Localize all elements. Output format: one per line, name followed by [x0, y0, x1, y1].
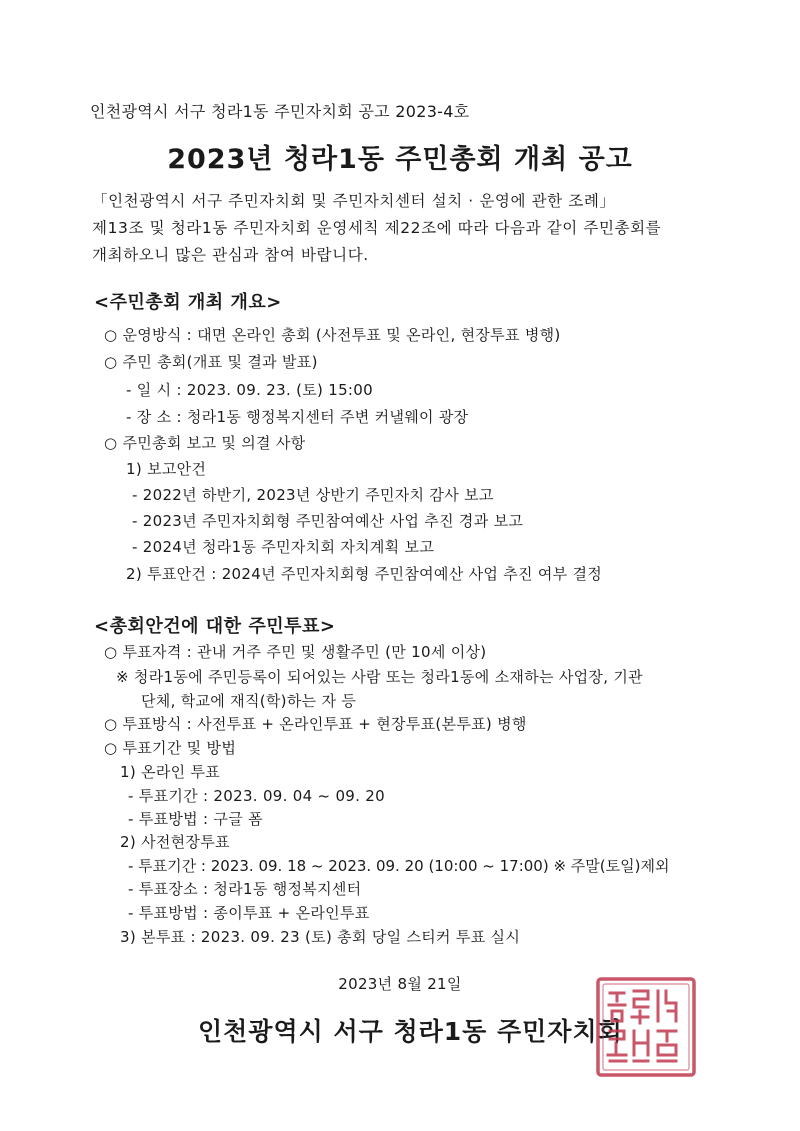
overview-item: - 2022년 하반기, 2023년 상반기 주민자치 감사 보고 [132, 486, 494, 504]
vote-item: - 투표장소 : 청라1동 행정복지센터 [128, 880, 362, 898]
vote-item: ※ 청라1동에 주민등록이 되어있는 사람 또는 청라1동에 소재하는 사업장, 기관 [116, 668, 643, 686]
vote-item: - 투표기간 : 2023. 09. 04 ~ 09. 20 [128, 787, 385, 805]
overview-item: - 2023년 주민자치회형 주민참여예산 사업 추진 경과 보고 [132, 512, 524, 530]
vote-item: 단체, 학교에 재직(학)하는 자 등 [141, 692, 357, 710]
vote-item: ○ 투표자격 : 관내 거주 주민 및 생활주민 (만 10세 이상) [104, 643, 487, 661]
overview-item: - 일 시 : 2023. 09. 23. (토) 15:00 [126, 381, 373, 399]
overview-item: ○ 주민총회 보고 및 의결 사항 [104, 434, 306, 452]
overview-item: ○ 주민 총회(개표 및 결과 발표) [104, 353, 318, 371]
intro-line: 제13조 및 청라1동 주민자치회 운영세칙 제22조에 따라 다음과 같이 주민총회를 [92, 219, 662, 237]
vote-item: - 투표방법 : 종이투표 + 온라인투표 [128, 904, 370, 922]
intro-line: 개최하오니 많은 관심과 참여 바랍니다. [92, 246, 369, 264]
vote-item: - 투표방법 : 구글 폼 [128, 810, 263, 828]
issuer-name: 인천광역시 서구 청라1동 주민자치회 [198, 1017, 623, 1046]
overview-item: 2) 투표안건 : 2024년 주민자치회형 주민참여예산 사업 추진 여부 결정 [126, 565, 603, 583]
overview-item: - 2024년 청라1동 주민자치회 자치계획 보고 [132, 538, 435, 556]
notice-date: 2023년 8월 21일 [338, 975, 462, 993]
vote-item: 2) 사전현장투표 [120, 833, 230, 851]
overview-item: 1) 보고안건 [126, 460, 207, 478]
section-heading-vote: <총회안건에 대한 주민투표> [94, 616, 336, 637]
overview-item: - 장 소 : 청라1동 행정복지센터 주변 커낼웨이 광장 [126, 408, 469, 426]
vote-item: 1) 온라인 투표 [120, 763, 221, 781]
vote-item: ○ 투표기간 및 방법 [104, 739, 237, 757]
overview-item: ○ 운영방식 : 대면 온라인 총회 (사전투표 및 온라인, 현장투표 병행) [104, 326, 561, 344]
intro-line: 「인천광역시 서구 주민자치회 및 주민자치센터 설치 · 운영에 관한 조례」 [92, 192, 616, 210]
official-seal-stamp [594, 975, 698, 1079]
notice-number: 인천광역시 서구 청라1동 주민자치회 공고 2023-4호 [90, 102, 470, 121]
page-title: 2023년 청라1동 주민총회 개최 공고 [167, 144, 633, 175]
vote-item: 3) 본투표 : 2023. 09. 23 (토) 총회 당일 스티커 투표 실시 [120, 928, 521, 946]
vote-item: - 투표기간 : 2023. 09. 18 ~ 2023. 09. 20 (10:00 ~ 17:00) ※ 주말(토일)제외 [128, 857, 670, 875]
vote-item: ○ 투표방식 : 사전투표 + 온라인투표 + 현장투표(본투표) 병행 [104, 715, 527, 733]
section-heading-overview: <주민총회 개최 개요> [94, 292, 282, 313]
